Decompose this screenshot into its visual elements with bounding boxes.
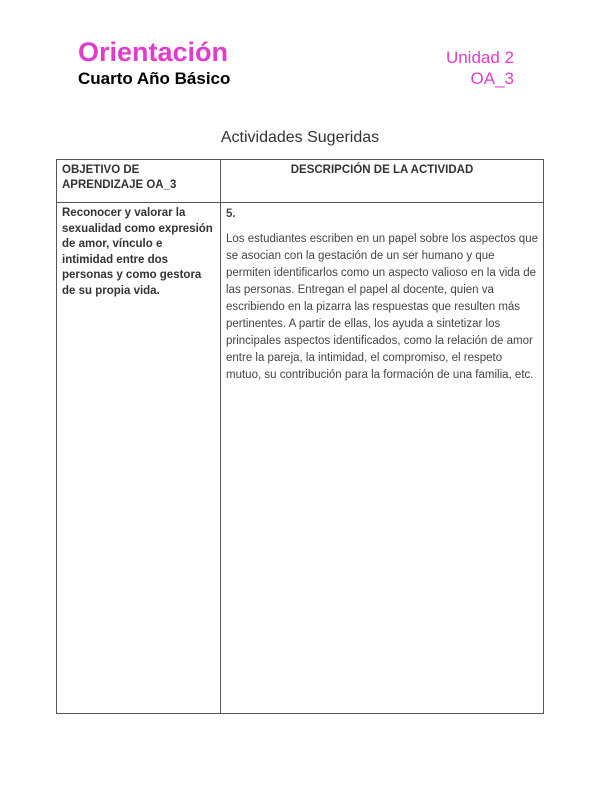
activity-text: Los estudiantes escriben en un papel sobre los aspectos que se asocian con la gestación de un ser humano y que permiten identificarlos como un aspecto valioso en la vida de las personas. Entregan el papel al docente, quien va escribiendo en la pizarra las respuestas que resulten más pertinentes. A partir de ellas, los ayuda a sintetizar los principales aspectos identificados, como la relación de amor entre la pareja, la intimidad, el compromiso, el respeto mutuo, su contribución para la formación de una familia, etc. bbox=[226, 233, 538, 381]
unit-info bbox=[446, 47, 514, 89]
description-column-header: DESCRIPCIÓN DE LA ACTIVIDAD bbox=[221, 160, 544, 203]
document-title: Orientación bbox=[78, 37, 229, 67]
document-header bbox=[78, 36, 230, 90]
table-header-row bbox=[57, 160, 544, 203]
activities-table bbox=[56, 159, 544, 714]
document-subtitle: Cuarto Año Básico bbox=[78, 69, 231, 88]
description-cell bbox=[221, 203, 544, 714]
unit-label: Unidad 2 bbox=[445, 48, 514, 67]
section-heading: Actividades Sugeridas bbox=[220, 129, 380, 146]
objective-column-header: OBJETIVO DE APRENDIZAJE OA_3 bbox=[57, 160, 221, 203]
activity-number: 5. bbox=[226, 208, 236, 220]
table-row bbox=[57, 203, 544, 714]
objective-cell: Reconocer y valorar la sexualidad como expresión de amor, vínculo e intimidad entre dos personas y como gestora de su propia vida. bbox=[57, 203, 221, 714]
objective-code: OA_3 bbox=[470, 69, 514, 88]
